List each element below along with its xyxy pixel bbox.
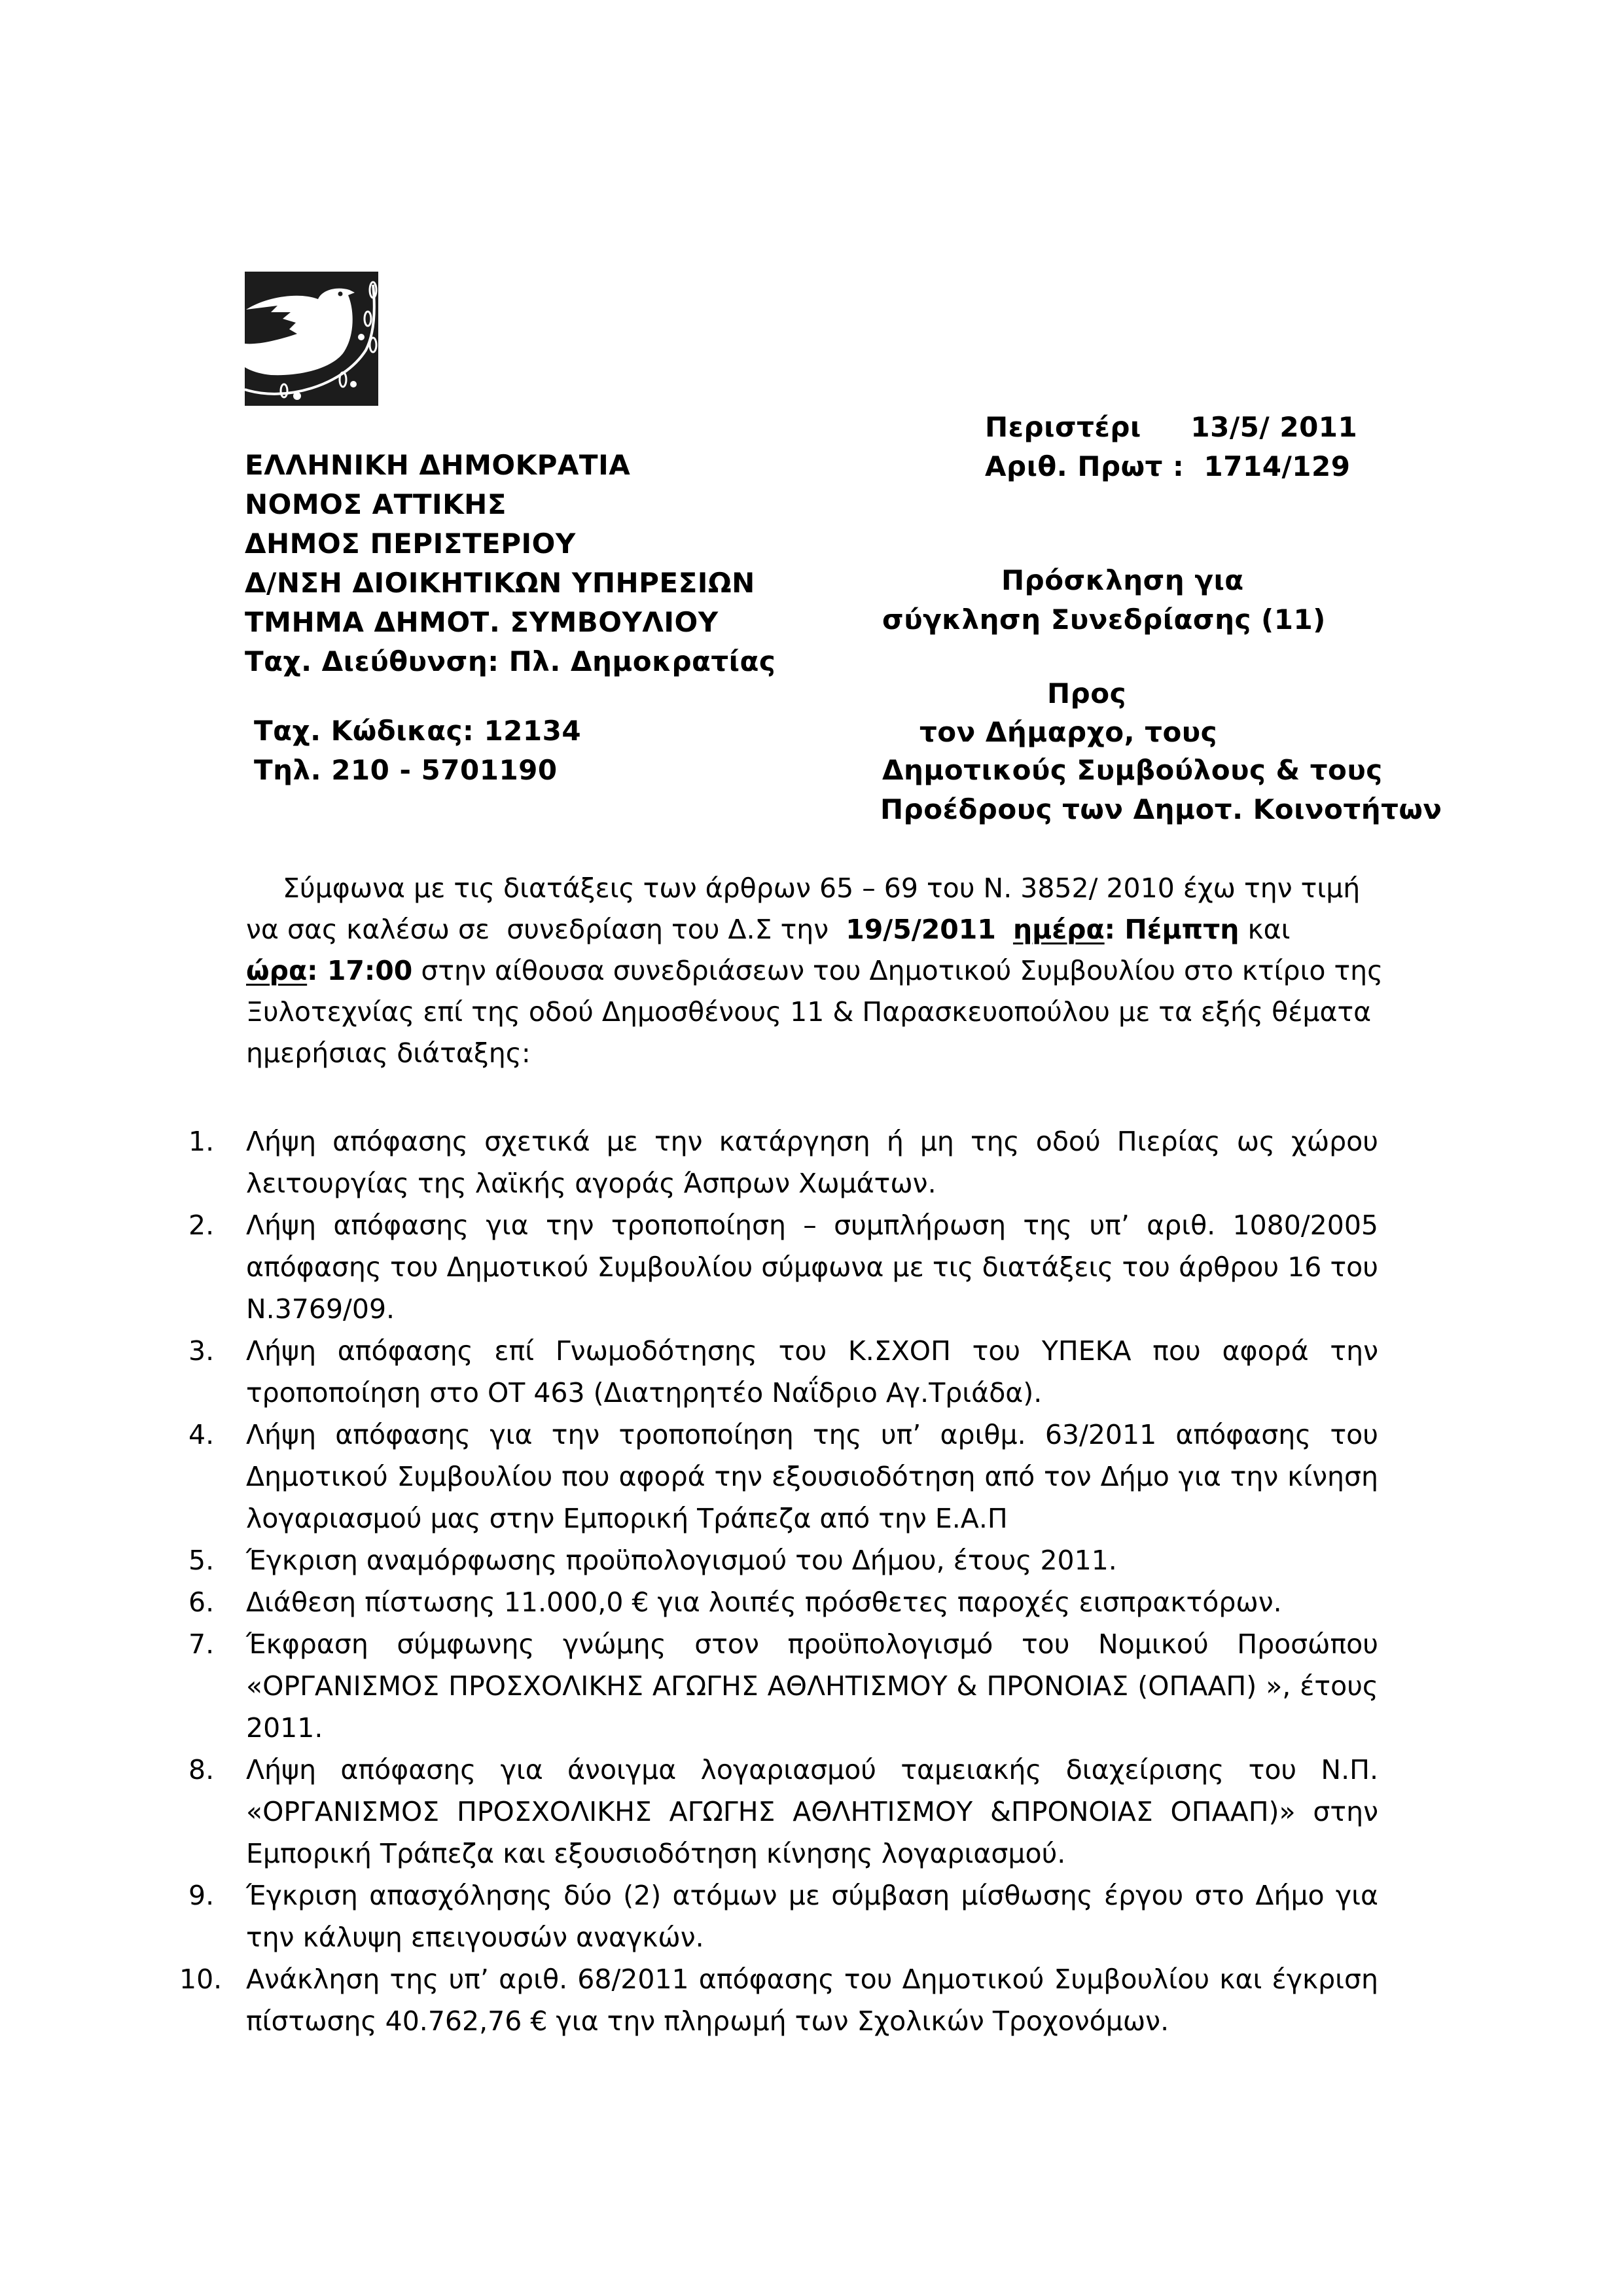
agenda-list xyxy=(179,1121,1378,2042)
agenda-item xyxy=(183,1623,1378,1749)
meeting-time: 17:00 xyxy=(327,955,413,986)
day-label: ημέρα xyxy=(1012,914,1105,945)
subject-line-1: Πρόσκληση για xyxy=(1001,564,1244,596)
recipients-line-1: τον Δήμαρχο, τους xyxy=(919,716,1218,748)
agenda-item-number: 9. xyxy=(188,1880,215,1911)
recipients-line-3: Προέδρους των Δημοτ. Κοινοτήτων xyxy=(880,793,1442,825)
sender-phone: Τηλ. 210 - 5701190 xyxy=(254,754,558,786)
sender-address: Ταχ. Διεύθυνση: Πλ. Δημοκρατίας xyxy=(245,645,776,677)
agenda-item xyxy=(183,1330,1378,1414)
agenda-item xyxy=(183,1121,1378,1204)
agenda-item-text: Έγκριση απασχόλησης δύο (2) ατόμων με σύμβαση μίσθωσης έργου στο Δήμο για την κάλυψη επειγουσών αναγκών. xyxy=(246,1880,1378,1953)
agenda-item-number: 1. xyxy=(188,1126,215,1157)
agenda-item xyxy=(183,1204,1378,1330)
agenda-item xyxy=(183,1414,1378,1539)
day-colon: : xyxy=(1104,914,1125,945)
agenda-item-text: Έκφραση σύμφωνης γνώμης στον προϋπολογισμό του Νομικού Προσώπου «ΟΡΓΑΝΙΣΜΟΣ ΠΡΟΣΧΟΛΙΚΗΣ ΑΓΩΓΗΣ ΑΘΛΗΤΙΣΜΟΥ & ΠΡΟΝΟΙΑΣ (ΟΠΑΑΠ) », έτους 2011. xyxy=(246,1628,1378,1744)
body-line-1: Σύμφωνα με τις διατάξεις των άρθρων 65 – 69 του Ν. 3852/ 2010 έχω την τιμή xyxy=(283,872,1361,904)
agenda-item xyxy=(179,1958,1378,2042)
body-line-2-text: να σας καλέσω σε συνεδρίαση του Δ.Σ την xyxy=(246,914,846,945)
agenda-item-number: 4. xyxy=(188,1419,215,1450)
place-date: Περιστέρι 13/5/ 2011 xyxy=(985,411,1358,443)
meeting-day: Πέμπτη xyxy=(1124,914,1240,945)
agenda-item-text: Έγκριση αναμόρφωσης προϋπολογισμού του Δήμου, έτους 2011. xyxy=(246,1545,1117,1576)
agenda-item-number: 6. xyxy=(188,1587,215,1618)
sender-postal-code: Ταχ. Κώδικας: 12134 xyxy=(254,715,582,747)
agenda-item-text: Λήψη απόφασης για την τροποποίηση της υπ’ αριθμ. 63/2011 απόφασης του Δημοτικού Συμβουλίου που αφορά την εξουσιοδότηση από τον Δήμο για την κίνηση λογαριασμού μας στην Εμπορική Τράπεζα από την Ε.Α.Π xyxy=(246,1419,1378,1534)
sender-line-directorate: Δ/ΝΣΗ ΔΙΟΙΚΗΤΙΚΩΝ ΥΠΗΡΕΣΙΩΝ xyxy=(245,567,755,599)
invitation-paragraph xyxy=(246,868,1385,1074)
agenda-item-text: Διάθεση πίστωσης 11.000,0 € για λοιπές πρόσθετες παροχές εισπρακτόρων. xyxy=(246,1587,1282,1618)
body-line-3 xyxy=(246,950,1385,992)
sender-line-prefecture: ΝΟΜΟΣ ΑΤΤΙΚΗΣ xyxy=(245,488,507,520)
agenda-item-text: Λήψη απόφασης για άνοιγμα λογαριασμού ταμειακής διαχείρισης του Ν.Π. «ΟΡΓΑΝΙΣΜΟΣ ΠΡΟΣΧΟΛΙΚΗΣ ΑΓΩΓΗΣ ΑΘΛΗΤΙΣΜΟΥ &ΠΡΟΝΟΙΑΣ ΟΠΑΑΠ)» στην Εμπορική Τράπεζα και εξουσιοδότηση κίνησης λογαριασμού. xyxy=(246,1754,1378,1869)
time-colon: : xyxy=(307,955,327,986)
recipients-to-label: Προς xyxy=(1047,677,1126,709)
body-line-2 xyxy=(246,909,1385,950)
time-label: ώρα xyxy=(246,955,308,986)
agenda-item-number: 2. xyxy=(188,1210,215,1241)
agenda-item-text: Λήψη απόφασης για την τροποποίηση – συμπλήρωση της υπ’ αριθ. 1080/2005 απόφασης του Δημοτικού Συμβουλίου σύμφωνα με τις διατάξεις του άρθρου 16 του Ν.3769/09. xyxy=(246,1210,1378,1325)
dove-logo-icon xyxy=(245,272,378,406)
agenda-item-number: 8. xyxy=(188,1754,215,1785)
agenda-item xyxy=(183,1581,1378,1623)
body-line-2-end: και xyxy=(1239,914,1291,945)
agenda-item-number: 3. xyxy=(188,1335,215,1367)
agenda-item-number: 5. xyxy=(188,1545,215,1576)
subject-line-2: σύγκληση Συνεδρίασης (11) xyxy=(882,603,1326,636)
agenda-item-text: Λήψη απόφασης επί Γνωμοδότησης του Κ.ΣΧΟΠ του ΥΠΕΚΑ που αφορά την τροποποίηση στο ΟΤ 463 (Διατηρητέο Ναΐδριο Αγ.Τριάδα). xyxy=(246,1335,1378,1408)
agenda-item xyxy=(183,1874,1378,1958)
sender-line-municipality: ΔΗΜΟΣ ΠΕΡΙΣΤΕΡΙΟΥ xyxy=(245,528,576,560)
protocol-number: Αριθ. Πρωτ : 1714/129 xyxy=(985,450,1351,482)
meeting-date: 19/5/2011 xyxy=(846,914,996,945)
agenda-item-text: Ανάκληση της υπ’ αριθ. 68/2011 απόφασης του Δημοτικού Συμβουλίου και έγκριση πίστωσης 40.762,76 € για την πληρωμή των Σχολικών Τροχονόμων. xyxy=(246,1964,1378,2037)
agenda-item-number: 10. xyxy=(179,1964,223,1995)
body-line-5: ημερήσιας διάταξης: xyxy=(246,1037,531,1069)
sender-line-country: ΕΛΛΗΝΙΚΗ ΔΗΜΟΚΡΑΤΙΑ xyxy=(245,449,631,481)
agenda-item-text: Λήψη απόφασης σχετικά με την κατάργηση ή μη της οδού Πιερίας ως χώρου λειτουργίας της λαϊκής αγοράς Άσπρων Χωμάτων. xyxy=(246,1126,1378,1199)
agenda-item xyxy=(183,1539,1378,1581)
agenda-item xyxy=(183,1749,1378,1874)
agenda-item-number: 7. xyxy=(188,1628,215,1660)
body-line-4: Ξυλοτεχνίας επί της οδού Δημοσθένους 11 & Παρασκευοπούλου με τα εξής θέματα xyxy=(246,996,1372,1028)
sender-line-department: ΤΜΗΜΑ ΔΗΜΟΤ. ΣΥΜΒΟΥΛΙΟΥ xyxy=(245,606,719,638)
body-line-3-text: στην αίθουσα συνεδριάσεων του Δημοτικού Συμβουλίου στο κτίριο της xyxy=(412,955,1383,986)
recipients-line-2: Δημοτικούς Συμβούλους & τους xyxy=(882,754,1383,786)
